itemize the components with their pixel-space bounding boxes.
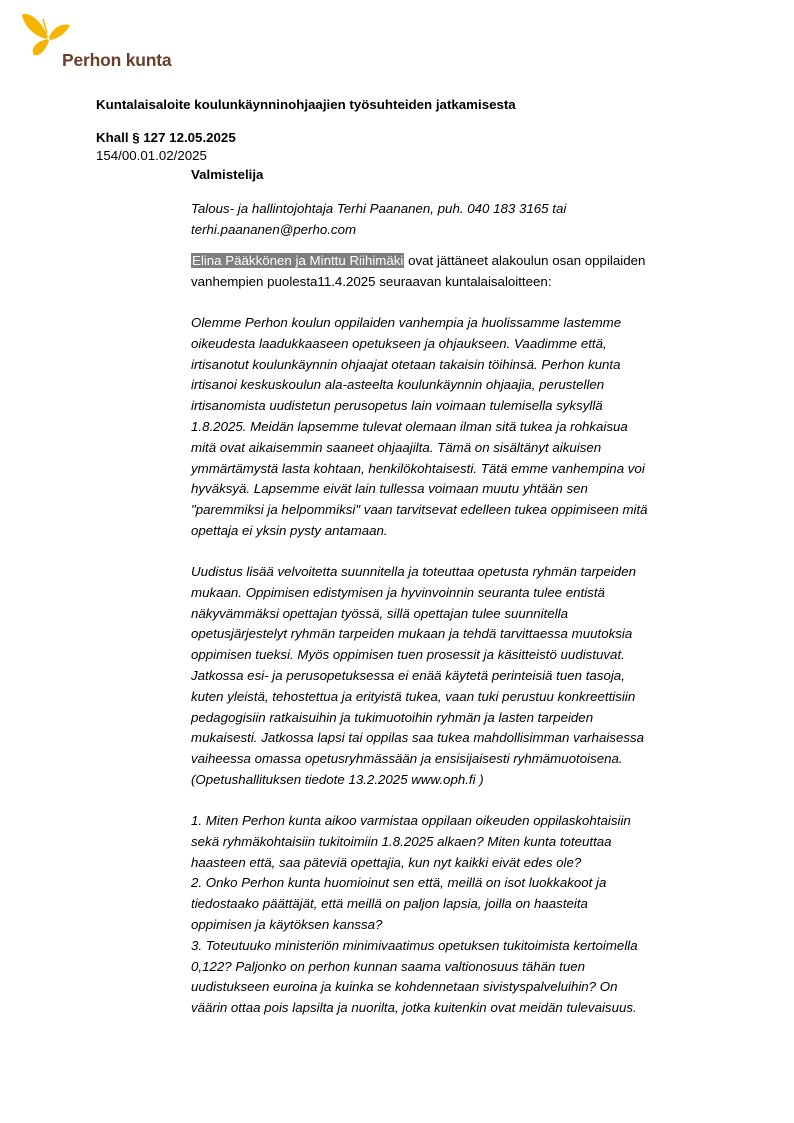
document-title: Kuntalaisaloite koulunkäynninohjaajien työsuhteiden jatkamisesta [96,97,516,112]
text-line: 1.8.2025. Meidän lapsemme tulevat olemaan ilman sitä tukea ja rohkaisua [191,418,628,434]
text-line: (Opetushallituksen tiedote 13.2.2025 www.oph.fi ) [191,771,484,787]
initiative-paragraph-2 [191,562,644,791]
text-line: irtisanomista uudistetun perusopetus lain voimaan tulemisella syksyllä [191,398,603,414]
text-line: mukaan. Oppimisen edistymisen ja hyvinvoinnin seuranta tulee entistä [191,584,605,600]
question-line: oppimisen ja käytöksen kanssa? [191,916,383,932]
text-line: oppimisen tueksi. Myös oppimisen tuen prosessit ja käsitteistö uudistuvat. [191,647,625,663]
text-line: Jatkossa esi- ja perusopetuksessa ei enää käytetä perinteisiä tuen tasoja, [191,667,625,683]
text-line: "paremmiksi ja helpommiksi" vaan tarvitsevat edelleen tukea oppimiseen mitä [191,502,648,518]
logo-text: Perhon kunta [62,50,172,70]
intro-text: ovat jättäneet alakoulun osan oppilaiden [404,253,646,268]
text-line: opetusjärjestelyt ryhmän tarpeiden mukaan ja tehdä tarvittaessa muutoksia [191,626,633,642]
text-line: irtisanotut koulunkäynnin ohjaajat otetaan takaisin töihinsä. Perhon kunta [191,356,621,372]
intro-paragraph [191,251,645,293]
question-line: 3. Toteutuuko ministeriön minimivaatimus opetuksen tukitoimista kertoimella [191,937,638,953]
question-line: 2. Onko Perhon kunta huomioinut sen että, meillä on isot luokkakoot ja [191,875,607,891]
text-line: kuten yleistä, tehostettua ja erityistä tukea, vaan tuki perustuu konkreettisiin [191,688,636,704]
question-line: 0,122? Paljonko on perhon kunnan saama valtionosuus tähän tuen [191,958,586,974]
text-line: Uudistus lisää velvoitetta suunnitella ja toteuttaa opetusta ryhmän tarpeiden [191,564,636,579]
municipality-logo [22,11,192,70]
text-line: hyväksyä. Lapsemme eivät lain tullessa voimaan muutu yhtään sen [191,481,588,497]
initiative-paragraph-1 [191,313,648,542]
preparer-email: terhi.paananen@perho.com [191,221,357,237]
preparer-heading: Valmistelija [191,167,264,182]
question-line: haasteen että, saa päteviä opettajia, kun nyt kaikki eivät edes ole? [191,854,582,870]
preparer-line: Talous- ja hallintojohtaja Terhi Paananen, puh. 040 183 3165 tai [191,201,567,216]
question-line: 1. Miten Perhon kunta aikoo varmistaa oppilaan oikeuden oppilaskohtaisiin [191,813,631,828]
question-line: uudistukseen euroina ja kuinka se kohdennetaan sivistyspalveluihin? On [191,979,618,995]
preparer-info [191,199,566,241]
intro-line: vanhempien puolesta11.4.2025 seuraavan kuntalaisaloitteen: [191,273,552,289]
text-line: Olemme Perhon koulun oppilaiden vanhempia ja huolissamme lastemme [191,315,622,330]
text-line: mitä ovat aikaisemmin saaneet ohjaajilta. Tämä on sisältänyt aikuisen [191,439,602,455]
question-line: väärin ottaa pois lapsilta ja nuorilta, jotka kuitenkin ovat meidän tulevaisuus. [191,1000,637,1016]
meeting-reference: Khall § 127 12.05.2025 [96,130,236,145]
text-line: opettaja ei yksin pysty antamaan. [191,522,388,538]
initiators-highlight: Elina Pääkkönen ja Minttu Riihimäki [192,253,404,268]
intro-line [191,251,645,272]
text-line: ymmärtämystä lasta kohtaan, henkilökohtaisesti. Tätä emme vanhempina voi [191,460,645,476]
text-line: mukaisesti. Jatkossa lapsi tai oppilas saa tukea mahdollisimman varhaisessa [191,730,645,746]
text-line: irtisanoi keskuskoulun ala-asteelta koulunkäynnin ohjaajia, perustellen [191,377,605,393]
text-line: vaiheessa omassa opetusryhmässään ja ensisijaisesti ryhmämuotoisena. [191,751,623,767]
text-line: näkyvämmäksi opettajan työssä, sillä opettajan tulee suunnitella [191,605,568,621]
questions-list [191,811,638,1019]
question-line: tiedostaako päättäjät, että meillä on paljon lapsia, joilla on haasteita [191,896,588,912]
diary-number: 154/00.01.02/2025 [96,148,207,163]
question-line: sekä ryhmäkohtaisiin tukitoimiin 1.8.2025 alkaen? Miten kunta toteuttaa [191,833,612,849]
text-line: oikeudesta laadukkaaseen opetukseen ja ohjaukseen. Vaadimme että, [191,335,607,351]
text-line: pedagogisiin ratkaisuihin ja tukimuotoihin ryhmän ja lasten tarpeiden [191,709,594,725]
